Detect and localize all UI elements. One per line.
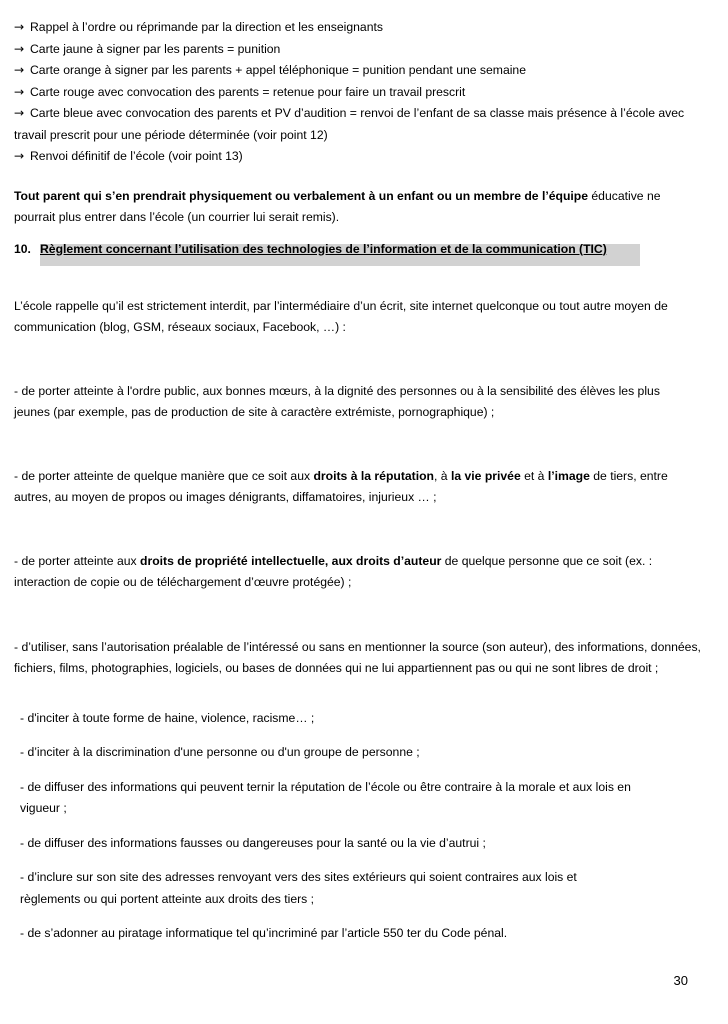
section-heading <box>14 239 704 271</box>
arrow-right-icon: → <box>14 106 25 120</box>
section-title: Règlement concernant l’utilisation des technologies de l’information et de la communication (TIC) <box>40 241 607 256</box>
arrow-right-icon: → <box>14 84 25 99</box>
sanction-item: → Carte jaune à signer par les parents = punition <box>14 39 704 61</box>
arrow-right-icon: → <box>14 149 25 163</box>
rule-intellectual-property: - de porter atteinte aux droits de propriété intellectuelle, aux droits d’auteur de quelque personne que ce soit (ex. : interaction de copie ou de téléchargement d’œuvre protégée) ; <box>14 553 653 589</box>
sanction-item: → Renvoi définitif de l’école (voir point 13) <box>14 146 704 168</box>
list-item: - de diffuser des informations fausses ou dangereuses pour la santé ou la vie d’autrui ; <box>20 835 486 850</box>
rule-reputation: - de porter atteinte de quelque manière que ce soit aux droits à la réputation, à la vie privée et à l’image de tiers, entre autres, au moyen de propos ou images dénigrants, diffamatoires, injurieux … ; <box>14 468 668 504</box>
sanctions-list <box>14 17 704 168</box>
page-number: 30 <box>673 973 688 988</box>
short-rules-list <box>14 708 704 945</box>
sanction-item: → Carte bleue avec convocation des parents et PV d’audition = renvoi de l’enfant de sa classe mais présence à l’école avec travail prescrit pour une période déterminée (voir point 12) <box>14 103 686 146</box>
list-item: - d’inciter à la discrimination d'une personne ou d'un groupe de personne ; <box>20 745 420 759</box>
section-number: 10. <box>14 241 31 256</box>
arrow-right-icon: → <box>14 41 25 56</box>
list-item: - de s’adonner au piratage informatique tel qu’incriminé par l’article 550 ter du Code pénal. <box>20 926 508 940</box>
list-item: - d’inclure sur son site des adresses renvoyant vers des sites extérieurs qui soient contraires aux lois et règlements ou qui portent atteinte aux droits des tiers ; <box>20 870 577 906</box>
rule-unauthorized-use: - d’utiliser, sans l’autorisation préalable de l’intéressé ou sans en mentionner la source (son auteur), des informations, données, fichiers, films, photographies, logiciels, ou bases de données qui ne lui appartiennent pas ou qui ne sont libres de droit ; <box>14 639 701 675</box>
sanction-item: → Carte orange à signer par les parents + appel téléphonique = punition pendant une semaine <box>14 60 704 82</box>
list-item: - de diffuser des informations qui peuvent ternir la réputation de l’école ou être contraire à la morale et aux lois en vigueur ; <box>20 779 631 815</box>
intro-paragraph: L’école rappelle qu’il est strictement interdit, par l’intermédiaire d’un écrit, site internet quelconque ou tout autre moyen de communication (blog, GSM, réseaux sociaux, Facebook, …) : <box>14 298 668 334</box>
sanction-item: → Rappel à l’ordre ou réprimande par la direction et les enseignants <box>14 17 704 39</box>
list-item: - d'inciter à toute forme de haine, violence, racisme… ; <box>20 710 315 725</box>
parent-notice: Tout parent qui s’en prendrait physiquement ou verbalement à un enfant ou un membre de l’équipe éducative ne pourrait plus entrer dans l’école (un courrier lui serait remis). <box>14 188 661 224</box>
sanction-item: → Carte rouge avec convocation des parents = retenue pour faire un travail prescrit <box>14 82 704 104</box>
rule-public-order: - de porter atteinte à l'ordre public, aux bonnes mœurs, à la dignité des personnes ou à la sensibilité des élèves les plus jeunes (par exemple, pas de production de site à caractère extrémiste, pornographique) ; <box>14 383 660 419</box>
document-page <box>14 17 704 945</box>
arrow-right-icon: → <box>14 20 25 34</box>
arrow-right-icon: → <box>14 63 25 77</box>
